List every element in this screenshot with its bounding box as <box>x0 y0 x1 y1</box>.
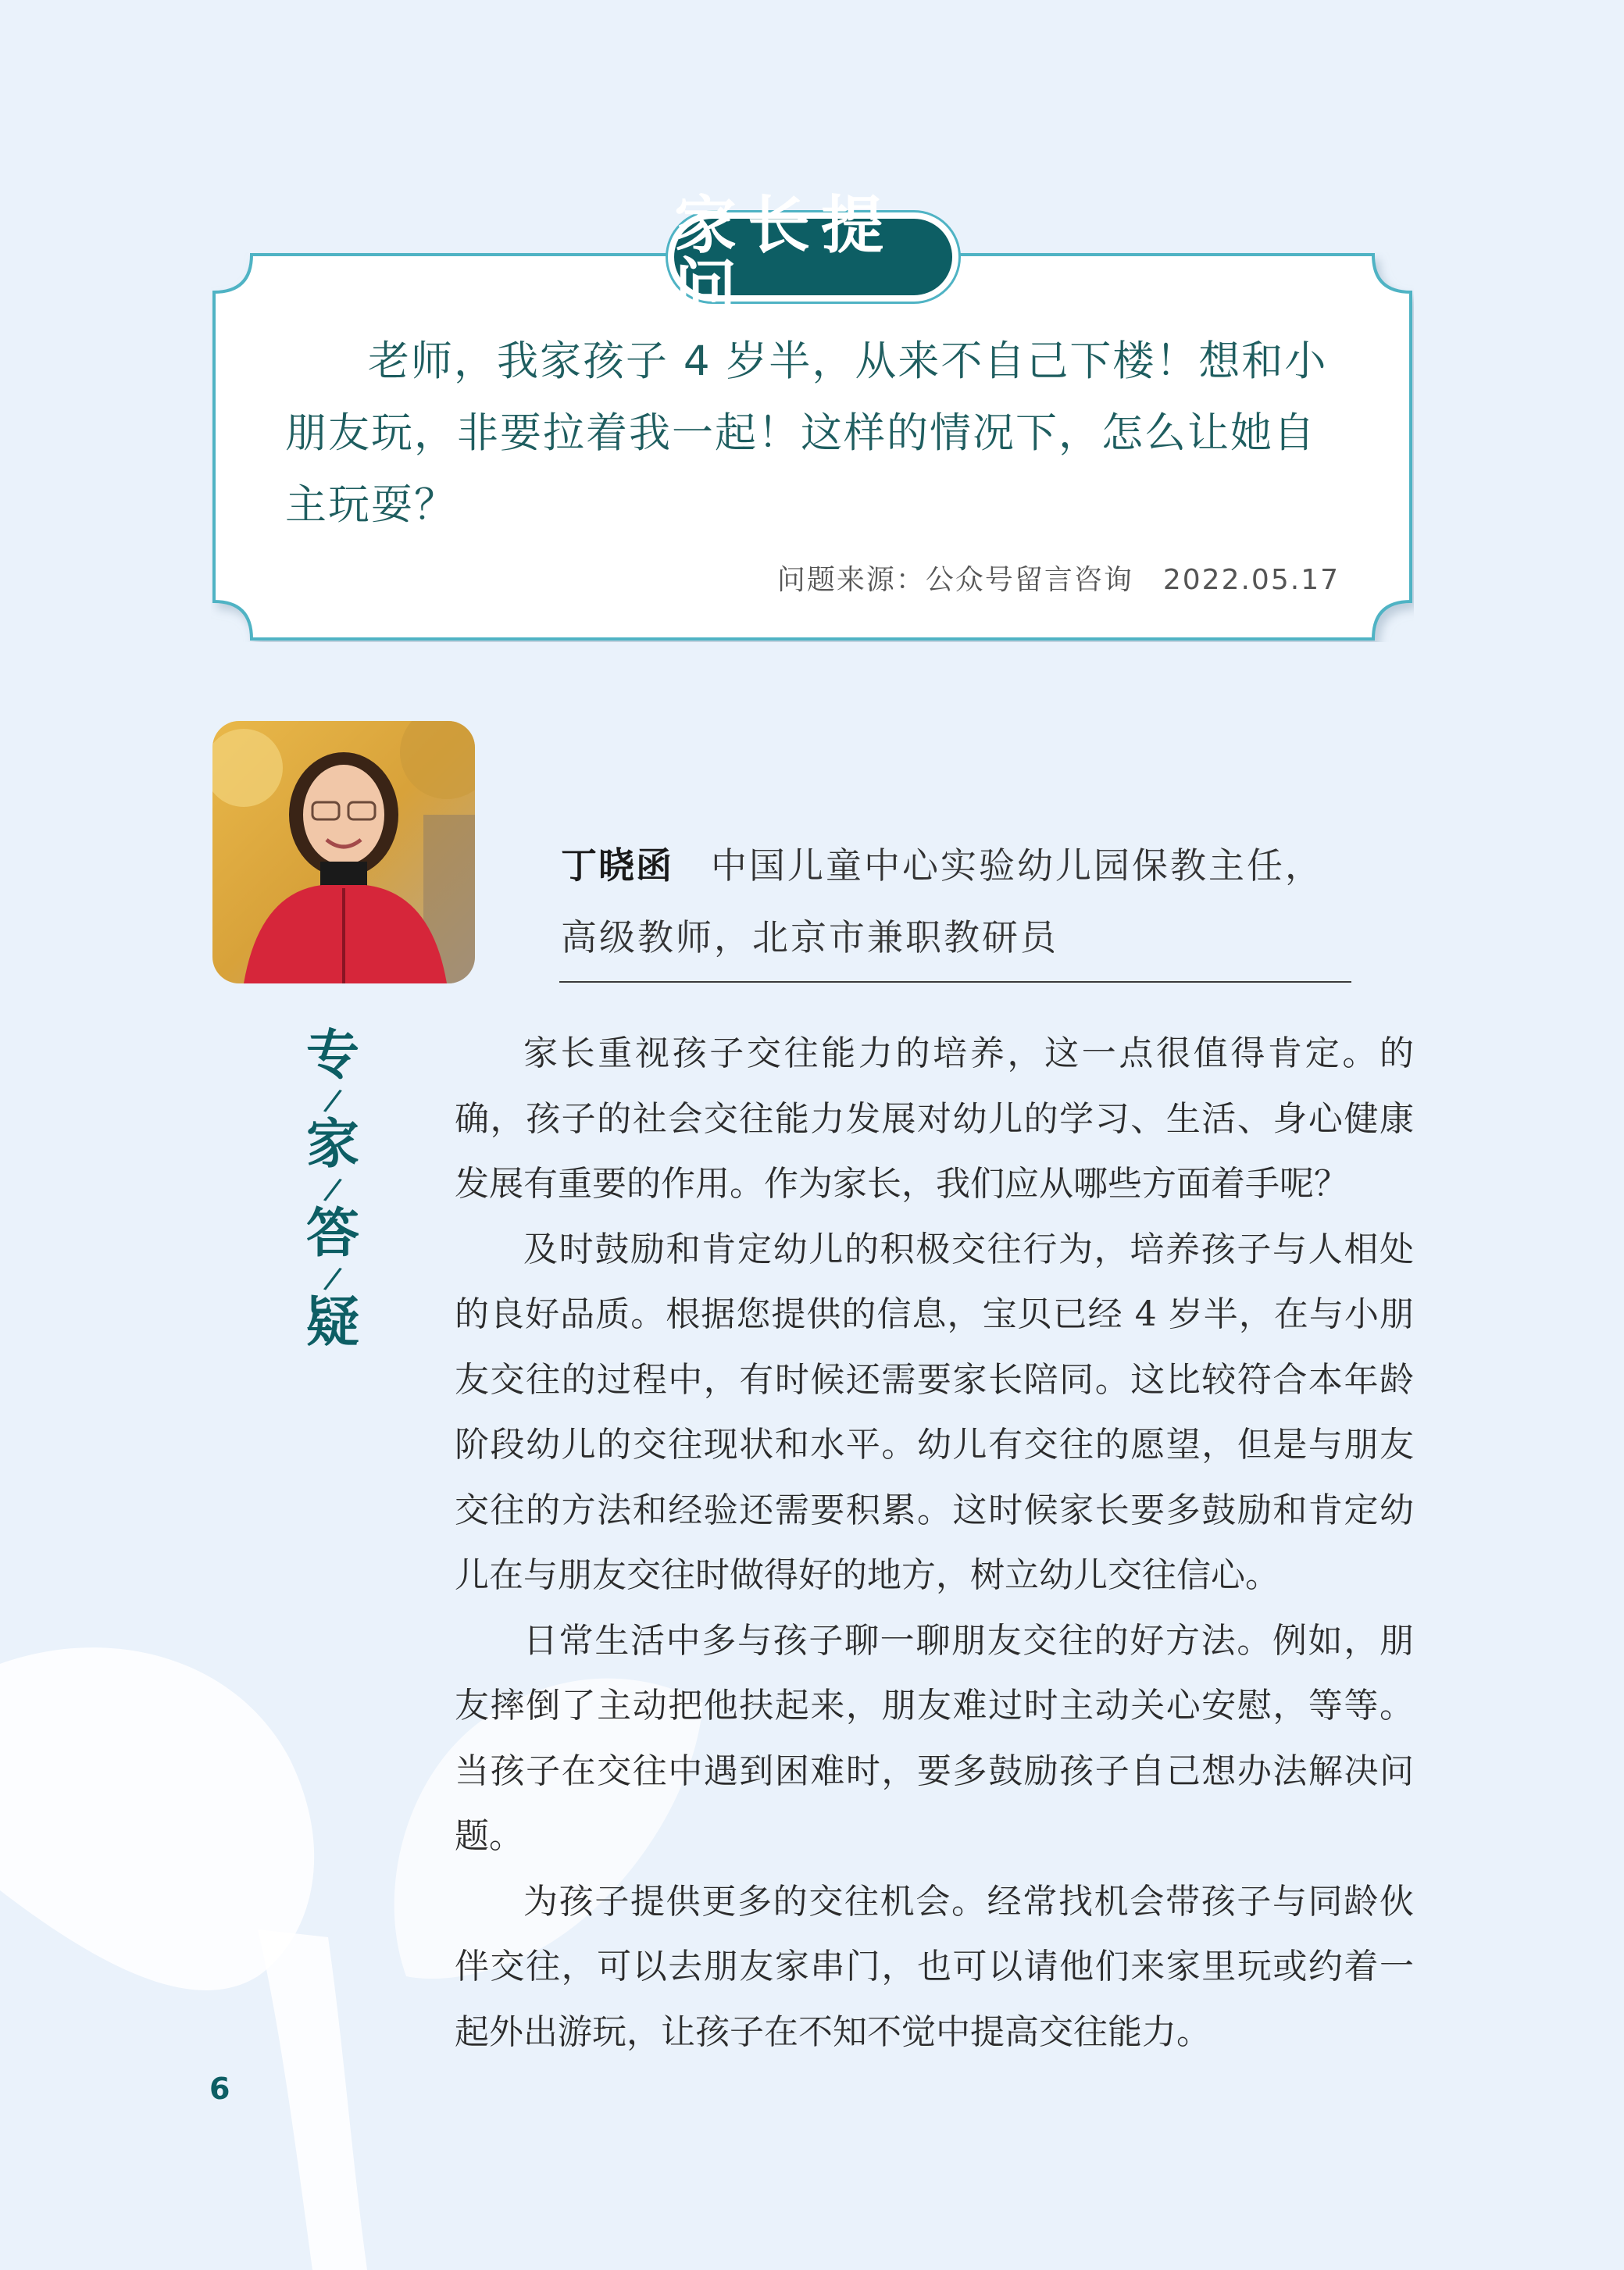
label-separator: / <box>321 1171 344 1208</box>
article-paragraph-3: 日常生活中多与孩子聊一聊朋友交往的好方法。例如，朋友摔倒了主动把他扶起来，朋友难过时主动关心安慰，等等。当孩子在交往中遇到困难时，要多鼓励孩子自己想办法解决问题。 <box>455 1620 1414 1856</box>
label-separator: / <box>321 1082 344 1119</box>
expert-photo <box>212 721 475 983</box>
article-paragraph-1: 家长重视孩子交往能力的培养，这一点很值得肯定。的确，孩子的社会交往能力发展对幼儿的学习、生活、身心健康发展有重要的作用。作为家长，我们应从哪些方面着手呢？ <box>455 1033 1414 1204</box>
question-date: 2022.05.17 <box>1162 564 1340 596</box>
label-char-1: 专 <box>305 1025 359 1087</box>
expert-info <box>561 830 1342 973</box>
expert-name: 丁晓函 <box>561 844 673 887</box>
expert-title-1: 中国儿童中心实验幼儿园保教主任， <box>711 844 1323 887</box>
article-paragraph-2: 及时鼓励和肯定幼儿的积极交往行为，培养孩子与人相处的良好品质。根据您提供的信息，宝贝已经 4 岁半，在与小朋友交往的过程中，有时候还需要家长陪同。这比较符合本年龄阶段幼儿的交往现状和水平。幼儿有交往的愿望，但是与朋友交往的方法和经验还需要积累。这时候家长要多鼓励和肯定幼儿在与朋友交往时做得好的地方，树立幼儿交往信心。 <box>455 1229 1414 1595</box>
question-source <box>748 558 1340 598</box>
sprout-stem <box>258 1929 367 2270</box>
expert-answer-article <box>455 1021 1414 2065</box>
question-source-label: 问题来源：公众号留言咨询 <box>776 564 1133 596</box>
expert-answer-label <box>302 1025 364 1354</box>
page-number: 6 <box>209 2072 230 2106</box>
label-char-3: 答 <box>305 1203 359 1265</box>
expert-title-2: 高级教师，北京市兼职教研员 <box>561 916 1058 958</box>
question-title-badge <box>668 189 958 324</box>
question-body: 老师，我家孩子 4 岁半，从来不自己下楼！想和小朋友玩，非要拉着我一起！这样的情况下，怎么让她自主玩耍？ <box>285 337 1328 529</box>
label-char-2: 家 <box>305 1114 359 1176</box>
expert-line-1 <box>561 830 1342 901</box>
label-char-4: 疑 <box>305 1292 359 1354</box>
article-paragraph-4: 为孩子提供更多的交往机会。经常找机会带孩子与同龄伙伴交往，可以去朋友家串门，也可以请他们来家里玩或约着一起外出游玩，让孩子在不知不觉中提高交往能力。 <box>455 1881 1414 2052</box>
question-title: 家长提问 <box>674 189 894 324</box>
label-separator: / <box>321 1260 344 1297</box>
expert-divider <box>559 981 1351 983</box>
expert-portrait-image <box>212 721 475 983</box>
parent-question-card <box>211 189 1414 642</box>
